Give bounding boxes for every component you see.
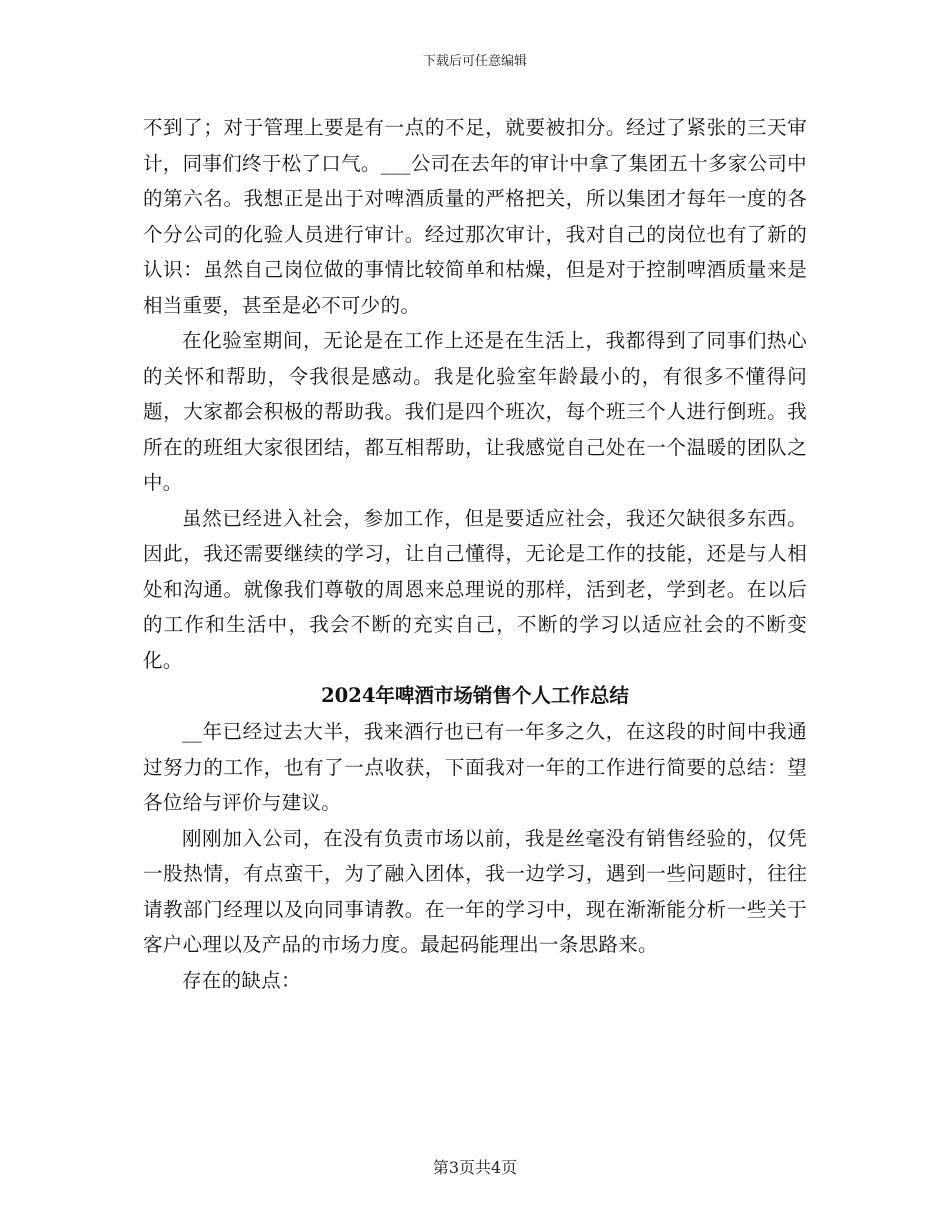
paragraph: __年已经过去大半，我来酒行也已有一年多之久，在这段的时间中我通过努力的工作，也有了一点收获，下面我对一年的工作进行简要的总结：望各位给与评价与建议。 — [143, 720, 807, 814]
paragraph: 虽然已经进入社会，参加工作，但是要适应社会，我还欠缺很多东西。因此，我还需要继续的学习，让自己懂得，无论是工作的技能，还是与人相处和沟通。就像我们尊敬的周恩来总理说的那样，活到老，学到老。在以后的工作和生活中，我会不断的充实自己，不断的学习以适应社会的不断变化。 — [143, 506, 807, 672]
page-footer: 第3页共4页 — [432, 1158, 518, 1177]
section-title: 2024年啤酒市场销售个人工作总结 — [321, 684, 629, 707]
paragraph: 在化验室期间，无论是在工作上还是在生活上，我都得到了同事们热心的关怀和帮助，令我很是感动。我是化验室年龄最小的，有很多不懂得问题，大家都会积极的帮助我。我们是四个班次，每个班三个人进行倒班。我所在的班组大家很团结，都互相帮助，让我感觉自己处在一个温暖的团队之中。 — [143, 329, 807, 494]
paragraph: 存在的缺点： — [182, 968, 301, 992]
document-body — [143, 110, 807, 998]
paragraph: 不到了；对于管理上要是有一点的不足，就要被扣分。经过了紧张的三天审计，同事们终于松了口气。___公司在去年的审计中拿了集团五十多家公司中的第六名。我想正是出于对啤酒质量的严格把关，所以集团才每年一度的各个分公司的化验人员进行审计。经过那次审计，我对自己的岗位也有了新的认识：虽然自己岗位做的事情比较简单和枯燥，但是对于控制啤酒质量来是相当重要，甚至是必不可少的。 — [143, 116, 807, 317]
paragraph: 刚刚加入公司，在没有负责市场以前，我是丝毫没有销售经验的，仅凭一股热情，有点蛮干，为了融入团体，我一边学习，遇到一些问题时，往往请教部门经理以及向同事请教。在一年的学习中，现在渐渐能分析一些关于客户心理以及产品的市场力度。最起码能理出一条思路来。 — [143, 826, 807, 956]
page-header: 下载后可任意编辑 — [422, 54, 527, 69]
